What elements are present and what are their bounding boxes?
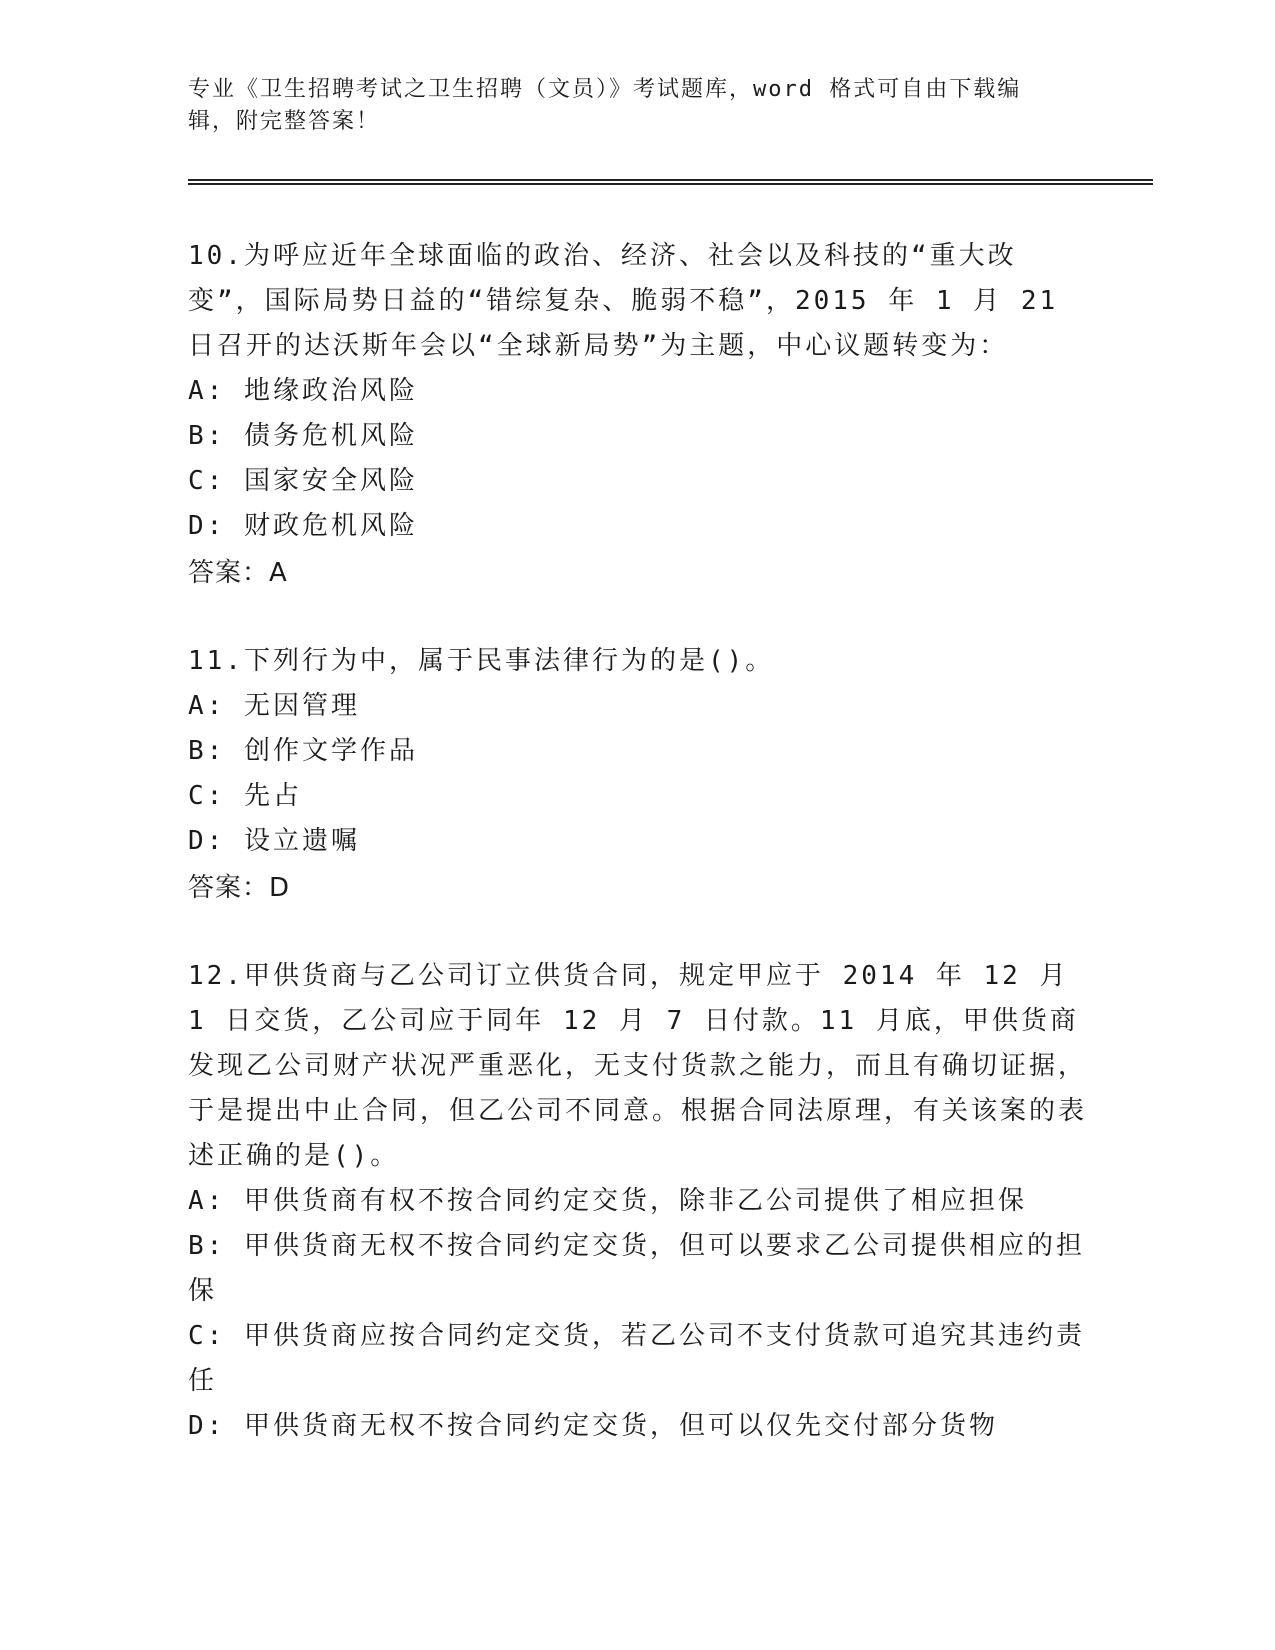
option-a: A: 地缘政治风险 (188, 376, 418, 406)
answer: 答案：A (188, 558, 288, 588)
option-a: A: 无因管理 (188, 691, 360, 721)
question-text: 10.为呼应近年全球面临的政治、经济、社会以及科技的“重大改变”，国际局势日益的“错综复杂、脆弱不稳”，2015 年 1 月 21 日召开的达沃斯年会以“全球新局势”为主题，中心议题转变为： (188, 241, 1059, 361)
option-c: C: 国家安全风险 (188, 466, 418, 496)
option-c: C: 甲供货商应按合同约定交货，若乙公司不支付货款可追究其违约责任 (188, 1321, 1085, 1396)
question-12 (188, 954, 1088, 1449)
question-list (188, 234, 1088, 1491)
option-c: C: 先占 (188, 781, 302, 811)
question-text: 12.甲供货商与乙公司订立供货合同，规定甲应于 2014 年 12 月 1 日交货，乙公司应于同年 12 月 7 日付款。11 月底，甲供货商发现乙公司财产状况严重恶化，无支付货款之能力，而且有确切证据，于是提出中止合同，但乙公司不同意。根据合同法原理，有关该案的表述正确的是()。 (188, 961, 1088, 1171)
option-d: D: 财政危机风险 (188, 511, 418, 541)
question-text: 11.下列行为中，属于民事法律行为的是()。 (188, 646, 775, 676)
option-d: D: 设立遗嘱 (188, 826, 360, 856)
answer: 答案：D (188, 873, 291, 903)
option-b: B: 债务危机风险 (188, 421, 418, 451)
option-b: B: 创作文学作品 (188, 736, 418, 766)
header-divider (188, 179, 1153, 185)
option-b: B: 甲供货商无权不按合同约定交货，但可以要求乙公司提供相应的担保 (188, 1231, 1085, 1306)
document-header: 专业《卫生招聘考试之卫生招聘（文员）》考试题库，word 格式可自由下载编辑，附完整答案！ (188, 77, 1022, 134)
question-10 (188, 234, 1088, 597)
option-a: A: 甲供货商有权不按合同约定交货，除非乙公司提供了相应担保 (188, 1186, 1027, 1216)
option-d: D: 甲供货商无权不按合同约定交货，但可以仅先交付部分货物 (188, 1411, 998, 1441)
question-11 (188, 639, 1088, 912)
